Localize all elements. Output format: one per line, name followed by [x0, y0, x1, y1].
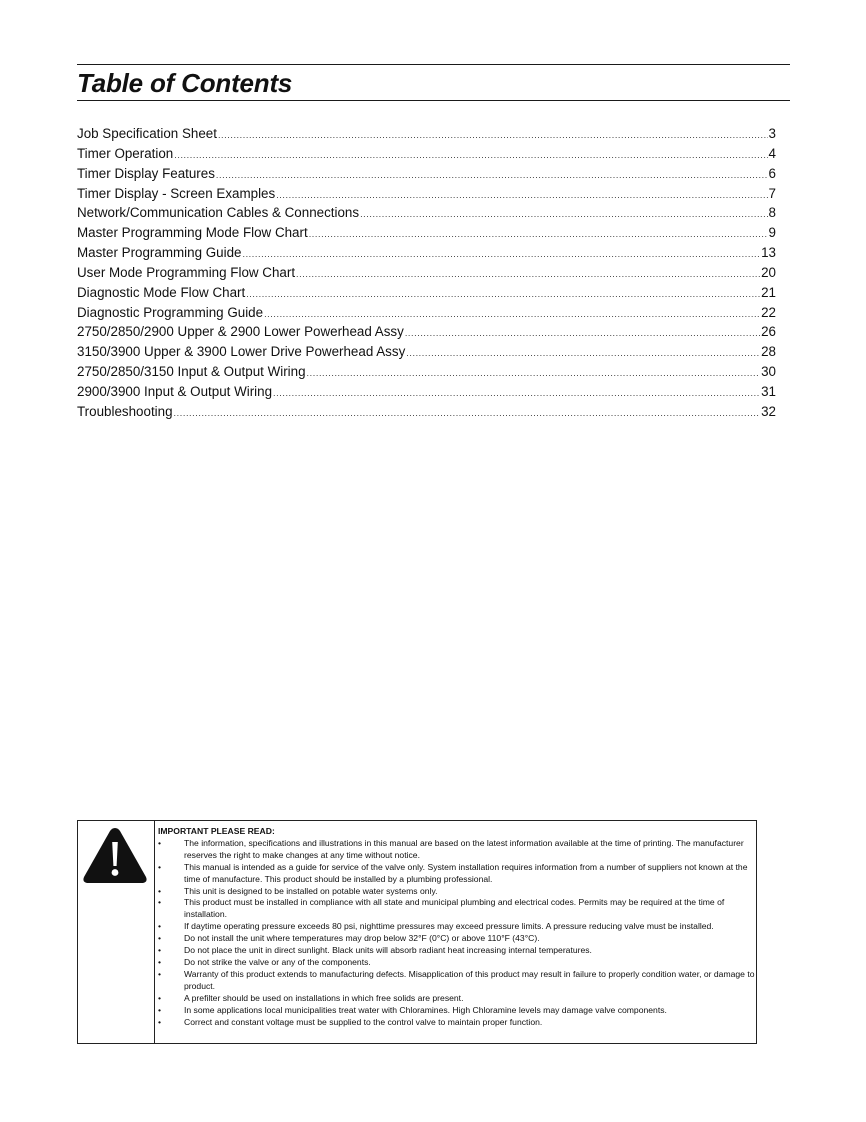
- toc-dot-leader: [174, 146, 767, 164]
- notice-item-text: Do not strike the valve or any of the components.: [184, 956, 371, 967]
- toc-entry[interactable]: [77, 124, 776, 144]
- toc-dot-leader: [216, 166, 768, 184]
- toc-entry-label: Timer Display Features: [77, 165, 215, 181]
- notice-item-text: The information, specifications and illustrations in this manual are based on the latest information available at the time of printing. The manufacturer reserves the right to make changes at any time without notice.: [184, 837, 744, 860]
- bullet-icon: •: [158, 897, 162, 908]
- toc-entry[interactable]: [77, 283, 776, 303]
- toc-entry-label: 2900/3900 Input & Output Wiring: [77, 383, 273, 399]
- bullet-icon: •: [158, 956, 162, 967]
- toc-entry[interactable]: [77, 184, 776, 204]
- toc-dot-leader: [218, 126, 768, 144]
- toc-dot-leader: [242, 245, 760, 263]
- notice-item-text: This manual is intended as a guide for service of the valve only. System installation requires information from a number of suppliers not known at the time of manufacture. This product should be installed by a plumbing professional.: [184, 861, 748, 884]
- bullet-icon: •: [158, 837, 162, 848]
- toc-entry[interactable]: [77, 362, 776, 382]
- notice-item: [158, 933, 756, 945]
- toc-entry[interactable]: [77, 322, 776, 342]
- toc-entry-page-number: 7: [768, 185, 776, 201]
- toc-entry-label: 2750/2850/3150 Input & Output Wiring: [77, 364, 306, 380]
- toc-dot-leader: [296, 265, 760, 283]
- toc-entry-page-number: 4: [768, 145, 776, 161]
- toc-entry-label: Troubleshooting: [77, 403, 173, 419]
- toc-dot-leader: [246, 285, 760, 303]
- toc-entry-page-number: 3: [768, 126, 776, 141]
- notice-item-text: This product must be installed in compliance with all state and municipal plumbing and electrical codes. Permits may be required at the time of installation.: [184, 897, 725, 920]
- page-title: Table of Contents: [77, 68, 293, 98]
- notice-item-text: Do not place the unit in direct sunlight. Black units will absorb radiant heat increasing internal temperatures.: [184, 945, 592, 956]
- toc-entry-page-number: 20: [761, 264, 776, 280]
- toc-entry-page-number: 26: [761, 324, 776, 340]
- toc-entry-page-number: 31: [761, 383, 776, 399]
- toc-entry-label: 2750/2850/2900 Upper & 2900 Lower Powerhead Assy: [77, 324, 404, 340]
- toc-entry[interactable]: [77, 243, 776, 263]
- toc-dot-leader: [174, 404, 761, 422]
- toc-entry[interactable]: [77, 223, 776, 243]
- toc-entry[interactable]: [77, 402, 776, 422]
- notice-item: [158, 969, 756, 993]
- important-notice-box: [77, 820, 757, 1044]
- toc-entry-page-number: 30: [761, 364, 776, 380]
- toc-dot-leader: [264, 305, 760, 323]
- bullet-icon: •: [158, 933, 162, 944]
- bullet-icon: •: [158, 945, 162, 956]
- toc-dot-leader: [360, 205, 767, 223]
- notice-item: [158, 945, 756, 957]
- notice-item: [158, 1017, 756, 1029]
- toc-entry-page-number: 6: [768, 165, 776, 181]
- notice-item-text: In some applications local municipalities treat water with Chloramines. High Chloramine levels may damage valve components.: [184, 1004, 667, 1015]
- toc-entry-label: Network/Communication Cables & Connections: [77, 205, 360, 221]
- toc-entry[interactable]: [77, 382, 776, 402]
- toc-dot-leader: [309, 225, 768, 243]
- toc-entry[interactable]: [77, 263, 776, 283]
- toc-entry-label: Timer Display - Screen Examples: [77, 185, 276, 201]
- bullet-icon: •: [158, 968, 162, 979]
- notice-item: [158, 862, 756, 886]
- toc-entry-page-number: 8: [768, 205, 776, 221]
- bullet-icon: •: [158, 885, 162, 896]
- notice-text: [155, 821, 756, 1043]
- title-rule-bottom: [77, 100, 790, 101]
- notice-item: [158, 838, 756, 862]
- toc-entry[interactable]: [77, 144, 776, 164]
- bullet-icon: •: [158, 992, 162, 1003]
- toc-entry-page-number: 21: [761, 284, 776, 300]
- toc-entry[interactable]: [77, 342, 776, 362]
- toc-entry-page-number: 32: [761, 403, 776, 419]
- toc-entry[interactable]: [77, 164, 776, 184]
- toc-entry-page-number: 9: [768, 225, 776, 241]
- toc-entry-label: Diagnostic Programming Guide: [77, 304, 264, 320]
- toc-entry-page-number: 28: [761, 344, 776, 360]
- notice-item-text: A prefilter should be used on installations in which free solids are present.: [184, 992, 464, 1003]
- toc-dot-leader: [307, 364, 761, 382]
- bullet-icon: •: [158, 1004, 162, 1015]
- title-rule-top: [77, 64, 790, 65]
- notice-item-text: Do not install the unit where temperatures may drop below 32°F (0°C) or above 110°F (43°C).: [184, 933, 540, 944]
- toc-entry[interactable]: [77, 203, 776, 223]
- toc-dot-leader: [405, 324, 760, 342]
- toc-entry-label: 3150/3900 Upper & 3900 Lower Drive Powerhead Assy: [77, 344, 406, 360]
- bullet-icon: •: [158, 1016, 162, 1027]
- notice-item-text: This unit is designed to be installed on potable water systems only.: [184, 885, 438, 896]
- warning-triangle-icon: [81, 825, 149, 887]
- notice-item-text: Correct and constant voltage must be supplied to the control valve to maintain proper function.: [184, 1016, 543, 1027]
- notice-heading: IMPORTANT PLEASE READ:: [158, 826, 275, 836]
- notice-item: [158, 1005, 756, 1017]
- toc-entry-label: Master Programming Mode Flow Chart: [77, 225, 308, 241]
- toc-entry-page-number: 13: [761, 245, 776, 261]
- notice-item-text: If daytime operating pressure exceeds 80 psi, nighttime pressures may exceed pressure limits. A pressure reducing valve must be installed.: [184, 921, 714, 932]
- bullet-icon: •: [158, 921, 162, 932]
- notice-item: [158, 957, 756, 969]
- toc-dot-leader: [406, 344, 760, 362]
- notice-item: [158, 993, 756, 1005]
- toc-entry-page-number: 22: [761, 304, 776, 320]
- notice-item: [158, 886, 756, 898]
- table-of-contents: [77, 124, 776, 422]
- toc-entry[interactable]: [77, 303, 776, 323]
- notice-item: [158, 897, 756, 921]
- bullet-icon: •: [158, 861, 162, 872]
- toc-entry-label: Diagnostic Mode Flow Chart: [77, 284, 246, 300]
- notice-item-text: Warranty of this product extends to manufacturing defects. Misapplication of this product may result in failure to properly condition water, or damage to product.: [184, 968, 755, 991]
- toc-entry-label: Master Programming Guide: [77, 245, 242, 261]
- toc-entry-label: Job Specification Sheet: [77, 126, 217, 141]
- toc-dot-leader: [273, 384, 760, 402]
- toc-entry-label: Timer Operation: [77, 145, 174, 161]
- notice-icon-cell: [78, 821, 155, 1043]
- notice-list: [158, 838, 756, 1029]
- toc-dot-leader: [276, 186, 767, 204]
- toc-entry-label: User Mode Programming Flow Chart: [77, 264, 296, 280]
- notice-item: [158, 921, 756, 933]
